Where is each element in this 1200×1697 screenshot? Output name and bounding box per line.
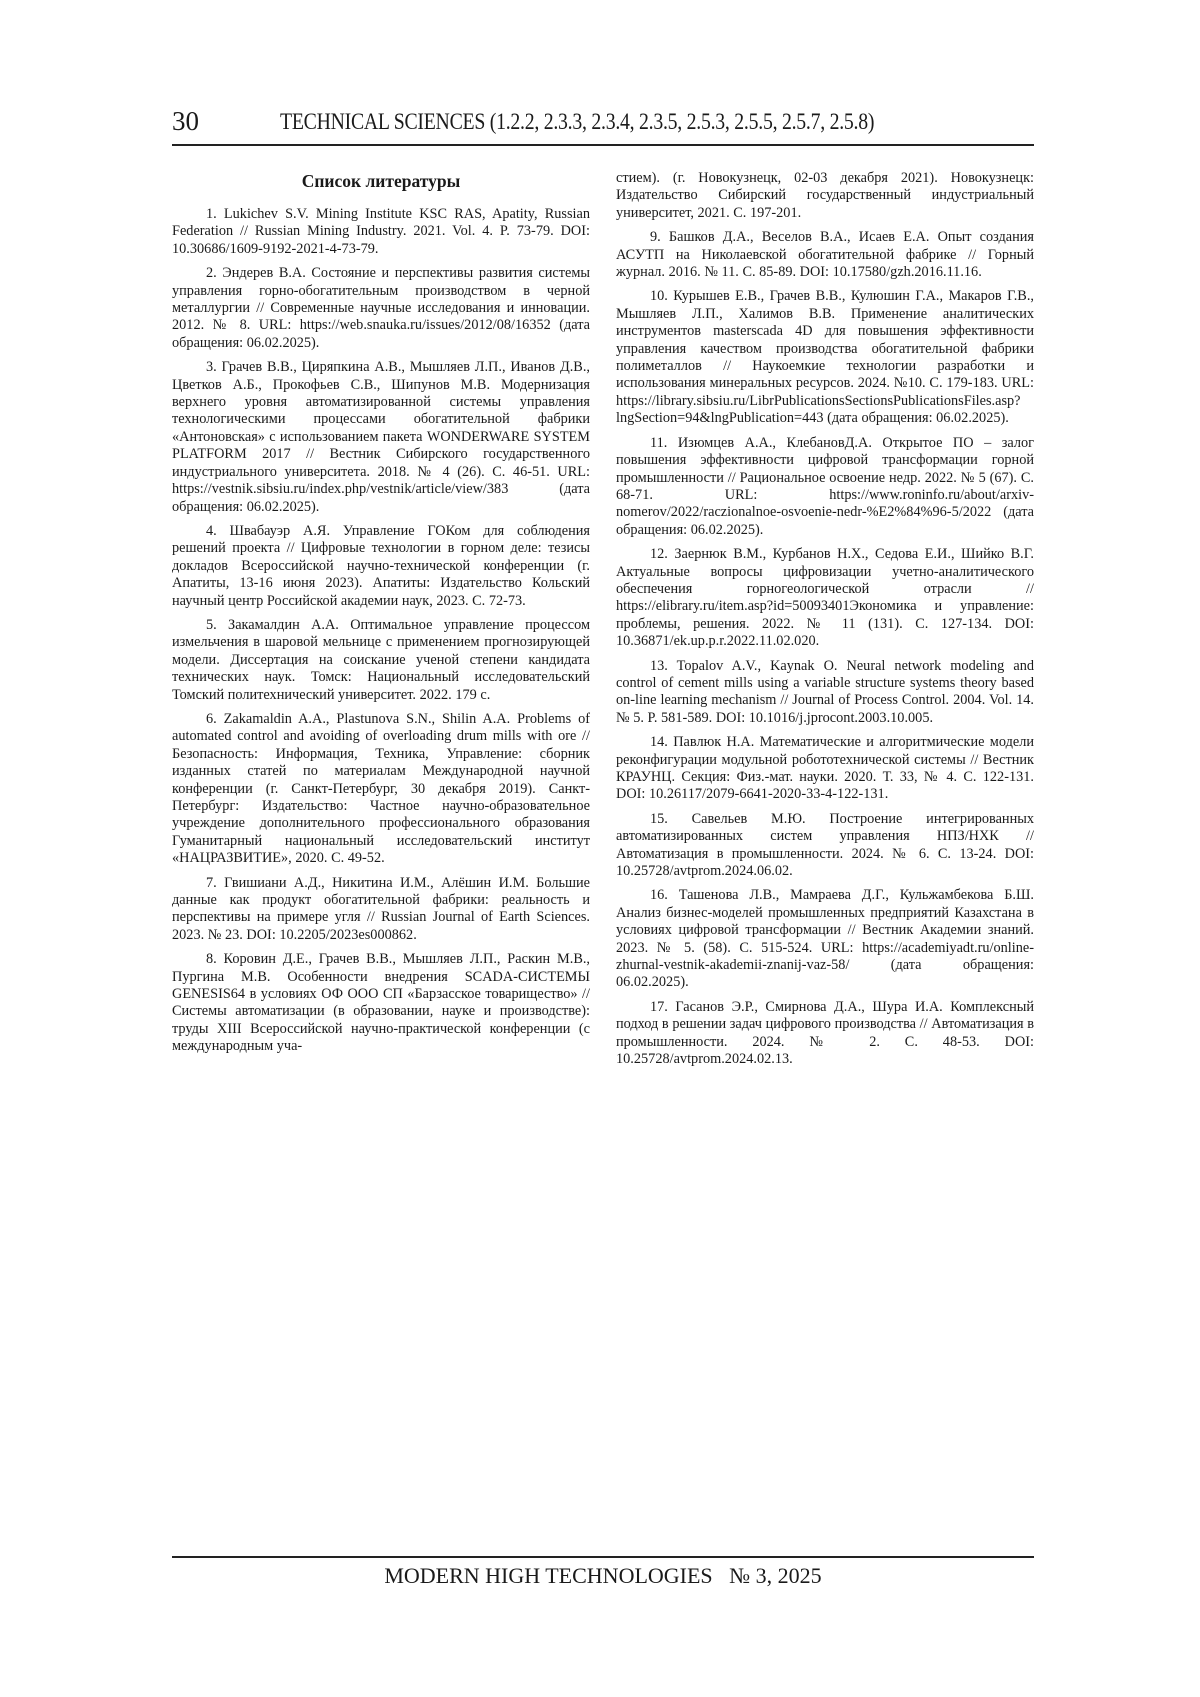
reference-continuation: стием). (г. Новокузнецк, 02-03 декабря 2021). Новокузнецк: Издательство Сибирский государственный индустриальный университет, 2021. С. 197-201. [616, 170, 1034, 221]
reference-item: 16. Ташенова Л.В., Мамраева Д.Г., Кульжамбекова Б.Ш. Анализ бизнес-моделей промышленных предприятий Казахстана в условиях цифровой трансформации // Вестник Академии знаний. 2023. № 5. (58). С. 515-524. URL: https://academiyadt.ru/online-zhurnal-vestnik-akademii-znanij-vaz-58/ (дата обращения: 06.02.2025). [616, 887, 1034, 991]
reference-item: 17. Гасанов Э.Р., Смирнова Д.А., Шура И.А. Комплексный подход в решении задач цифрового производства // Автоматизация в промышленности. 2024. № 2. С. 48-53. DOI: 10.25728/avtprom.2024.02.13. [616, 998, 1034, 1068]
page-header [172, 104, 1034, 146]
reference-item: 9. Башков Д.А., Веселов В.А., Исаев Е.А. Опыт создания АСУТП на Николаевской обогатительной фабрике // Горный журнал. 2016. № 11. С. 85-89. DOI: 10.17580/gzh.2016.11.16. [616, 229, 1034, 281]
reference-item: 12. Заернюк В.М., Курбанов Н.Х., Седова Е.И., Шийко В.Г. Актуальные вопросы цифровизации учетно-аналитического обеспечения горногеологической отрасли // https://elibrary.ru/item.asp?id=50093401Экономика и управление: проблемы, решения. 2022. № 11 (131). С. 127-134. DOI: 10.36871/ek.up.p.r.2022.11.02.020. [616, 546, 1034, 650]
page-number: 30 [172, 106, 199, 136]
reference-item: 3. Грачев В.В., Циряпкина А.В., Мышляев Л.П., Иванов Д.В., Цветков А.Б., Прокофьев С.В., Шипунов М.В. Модернизация верхнего уровня автоматизированной системы управления технологическими процессами обогатительной фабрики «Антоновская» с использованием пакета WONDERWARE SYSTEM PLATFORM 2017 // Вестник Сибирского государственного индустриального университета. 2018. № 4 (26). С. 46-51. URL: https://vestnik.sibsiu.ru/index.php/vestnik/article/view/383 (дата обращения: 06.02.2025). [172, 359, 590, 515]
references-heading: Список литературы [301, 171, 461, 191]
reference-item: 11. Изюмцев А.А., КлебановД.А. Открытое ПО – залог повышения эффективности цифровой трансформации горной промышленности // Рациональное освоение недр. 2022. № 5 (67). С. 68-71. URL: https://www.roninfo.ru/about/arxiv-nomerov/2022/raczionalnoe-osvoenie-nedr-%E2%84%96-5/2022 (дата обращения: 06.02.2025). [616, 434, 1034, 538]
reference-item: 6. Zakamaldin A.A., Plastunova S.N., Shilin A.A. Problems of automated control and avoiding of overloading drum mills with ore // Безопасность: Информация, Техника, Управление: сборник изданных статей по материалам Международной научной конференции (г. Санкт-Петербург, 30 декабря 2019). Санкт-Петербург: Издательство: Частное научно-образовательное учреждение дополнительного профессионального образования Гуманитарный национальный исследовательский институт «НАЦРАЗВИТИЕ», 2020. С. 49-52. [172, 710, 590, 867]
page-footer: MODERN HIGH TECHNOLOGIES № 3, 2025 [384, 1563, 822, 1588]
reference-item: 15. Савельев М.Ю. Построение интегрированных автоматизированных систем управления НПЗ/НХК // Автоматизация в промышленности. 2024. № 6. С. 13-24. DOI: 10.25728/avtprom.2024.06.02. [616, 810, 1034, 880]
right-column [616, 170, 1034, 1076]
footer-divider [172, 1556, 1034, 1558]
reference-item: 4. Швабауэр А.Я. Управление ГОКом для соблюдения решений проекта // Цифровые технологии в горном деле: тезисы докладов Всероссийской научно-технической конференции (г. Апатиты, 13-16 июня 2023). Апатиты: Издательство Кольский научный центр Российской академии наук, 2023. С. 72-73. [172, 522, 590, 609]
reference-item: 2. Эндерев В.А. Состояние и перспективы развития системы управления горно-обогатительным производством в черной металлургии // Современные научные исследования и инновации. 2012. № 8. URL: https://web.snauka.ru/issues/2012/08/16352 (дата обращения: 06.02.2025). [172, 265, 590, 351]
reference-item: 14. Павлюк Н.А. Математические и алгоритмические модели реконфигурации модульной робототехнической системы // Вестник КРАУНЦ. Секция: Физ.-мат. науки. 2020. Т. 33, № 4. С. 122-131. DOI: 10.26117/2079-6641-2020-33-4-122-131. [616, 734, 1034, 803]
reference-item: 7. Гвишиани А.Д., Никитина И.М., Алёшин И.М. Большие данные как продукт обогатительной фабрики: реальность и перспективы на примере угля // Russian Journal of Earth Sciences. 2023. № 23. DOI: 10.2205/2023es000862. [172, 874, 590, 943]
reference-item: 8. Коровин Д.Е., Грачев В.В., Мышляев Л.П., Раскин М.В., Пургина М.В. Особенности внедрения SCADA-СИСТЕМЫ GENESIS64 в условиях ОФ ООО СП «Барзасское товарищество» // Системы автоматизации (в образовании, науке и производстве): труды XIII Всероссийской научно-практической конференции (с международным уча- [172, 951, 590, 1055]
reference-item: 1. Lukichev S.V. Mining Institute KSC RAS, Apatity, Russian Federation // Russian Mining Industry. 2021. Vol. 4. P. 73-79. DOI: 10.30686/1609-9192-2021-4-73-79. [172, 206, 590, 257]
reference-item: 5. Закамалдин А.А. Оптимальное управление процессом измельчения в шаровой мельнице с применением прогнозирующей модели. Диссертация на соискание ученой степени кандидата технических наук. Томск: Национальный исследовательский Томский политехнический университет. 2022. 179 с. [172, 616, 590, 703]
reference-item: 10. Курышев Е.В., Грачев В.В., Кулюшин Г.А., Макаров Г.В., Мышляев Л.П., Халимов В.В. Применение аналитических инструментов masterscada 4D для повышения эффективности управления качеством производства обогатительной фабрики полиметаллов // Наукоемкие технологии разработки и использования минеральных ресурсов. 2024. №10. С. 179-183. URL: https://library.sibsiu.ru/LibrPublicationsSectionsPublicationsFiles.asp?lngSection=94&lngPublication=443 (дата обращения: 06.02.2025). [616, 288, 1034, 427]
reference-item: 13. Topalov A.V., Kaynak O. Neural network modeling and control of cement mills using a variable structure systems theory based on-line learning mechanism // Journal of Process Control. 2004. Vol. 14. № 5. P. 581-589. DOI: 10.1016/j.jprocont.2003.10.005. [616, 657, 1034, 726]
section-title: TECHNICAL SCIENCES (1.2.2, 2.3.3, 2.3.4, 2.3.5, 2.5.3, 2.5.5, 2.5.7, 2.5.8) [280, 109, 875, 134]
left-column [172, 170, 590, 1063]
